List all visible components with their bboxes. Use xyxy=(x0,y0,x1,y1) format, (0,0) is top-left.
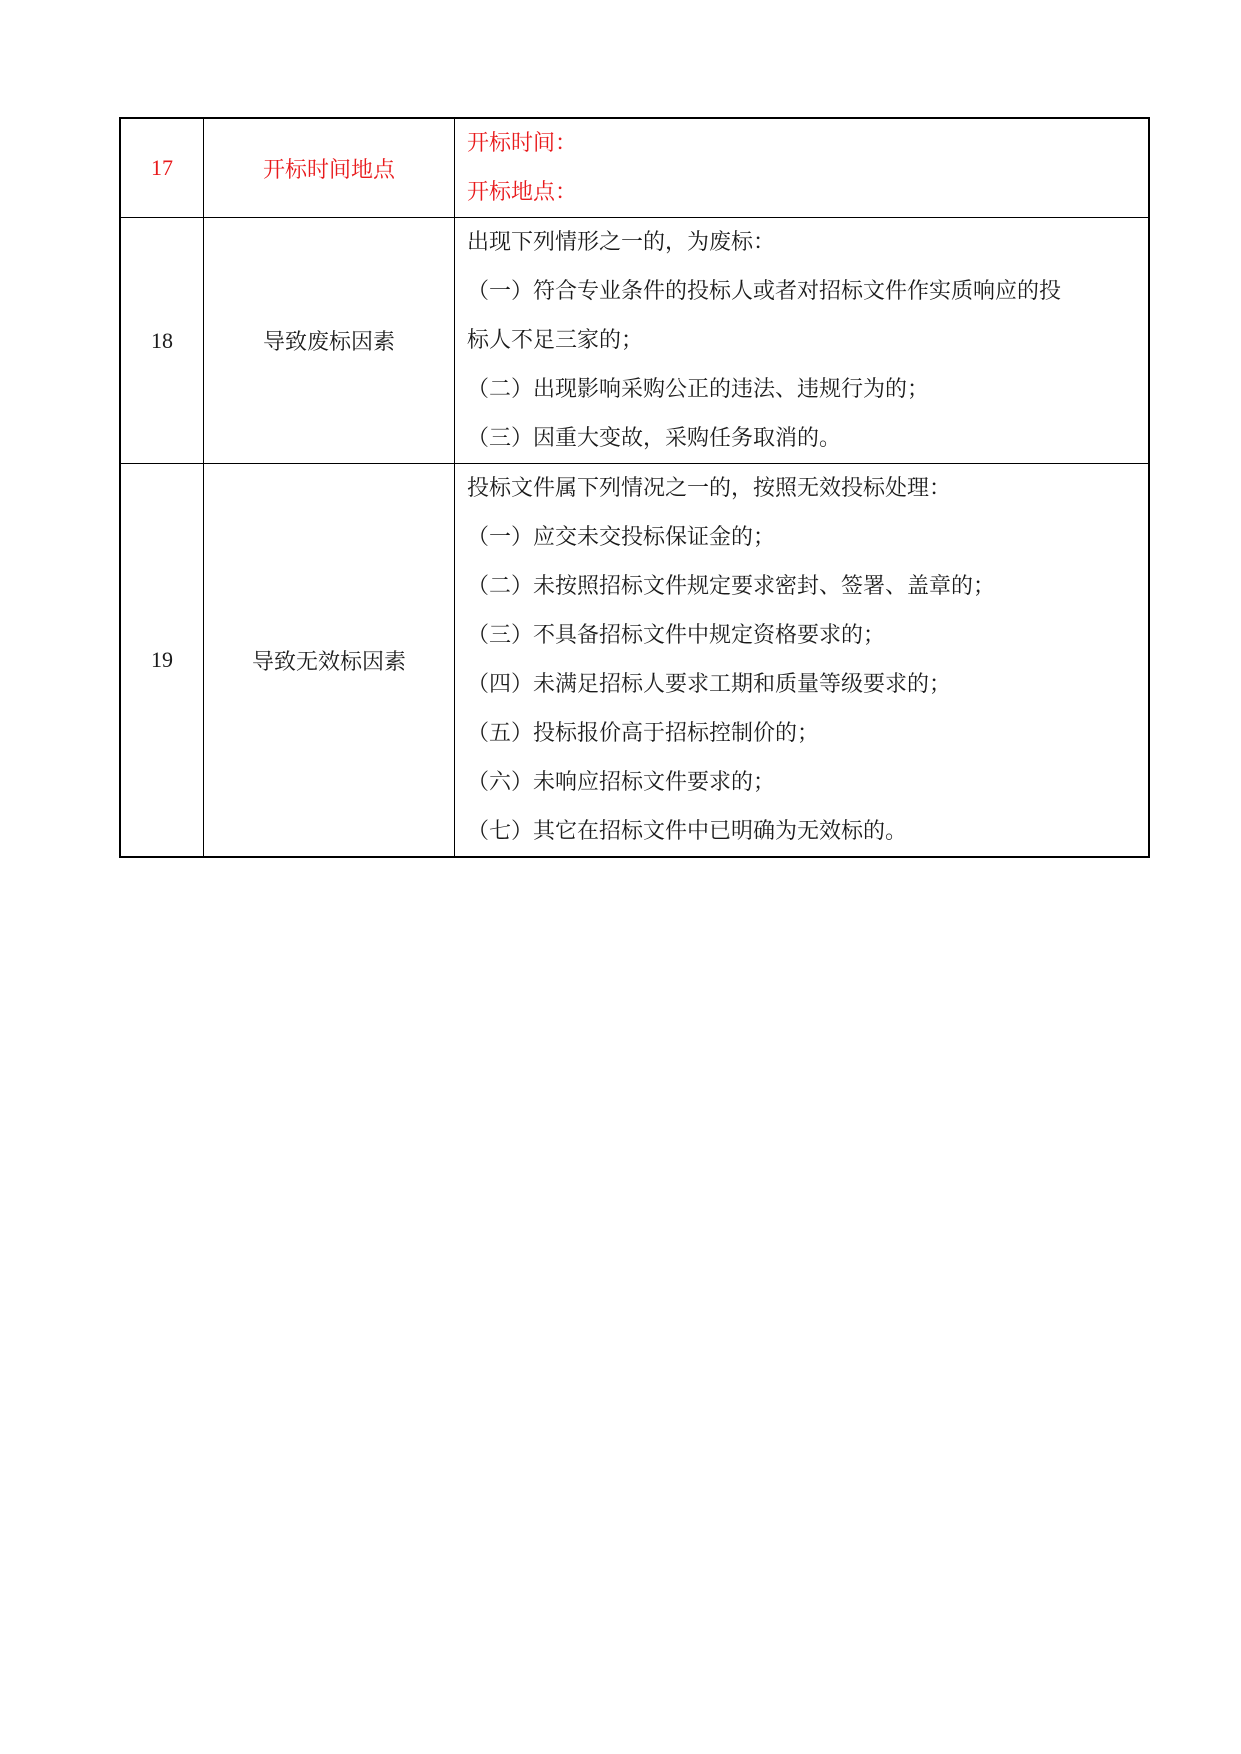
row-number-cell xyxy=(120,218,204,464)
content-line: 投标文件属下列情况之一的，按照无效投标处理： xyxy=(467,476,952,501)
content-line: （五）投标报价高于招标控制价的； xyxy=(467,721,820,746)
content-line: （二）出现影响采购公正的违法、违规行为的； xyxy=(467,377,930,402)
content-line: 开标时间： xyxy=(467,131,578,156)
content-line: （四）未满足招标人要求工期和质量等级要求的； xyxy=(467,672,952,697)
table-row xyxy=(120,464,1149,858)
table-row xyxy=(120,118,1149,218)
row-name: 导致无效标因素 xyxy=(251,649,406,675)
row-name-cell xyxy=(204,118,455,218)
row-content-cell xyxy=(455,218,1150,464)
row-number-cell xyxy=(120,118,204,218)
content-line: 出现下列情形之一的，为废标： xyxy=(467,230,776,255)
content-line: 标人不足三家的； xyxy=(467,328,644,353)
row-name-cell xyxy=(204,464,455,858)
row-content-cell xyxy=(455,464,1150,858)
content-line: （七）其它在招标文件中已明确为无效标的。 xyxy=(467,819,908,844)
bid-terms-table xyxy=(119,117,1150,858)
row-number: 18 xyxy=(151,327,173,353)
content-line: 开标地点： xyxy=(467,180,578,205)
content-line: （六）未响应招标文件要求的； xyxy=(467,770,776,795)
content-line: （三）因重大变故，采购任务取消的。 xyxy=(467,426,842,451)
content-line: （一）符合专业条件的投标人或者对招标文件作实质响应的投 xyxy=(467,279,1062,304)
row-number: 17 xyxy=(151,155,173,180)
row-name: 开标时间地点 xyxy=(262,157,395,183)
row-number: 19 xyxy=(151,647,173,672)
content-line: （一）应交未交投标保证金的； xyxy=(467,525,776,550)
table-row xyxy=(120,218,1149,464)
content-line: （三）不具备招标文件中规定资格要求的； xyxy=(467,623,886,648)
row-number-cell xyxy=(120,464,204,858)
row-content-cell xyxy=(455,118,1150,218)
content-line: （二）未按照招标文件规定要求密封、签署、盖章的； xyxy=(467,574,996,599)
row-name: 导致废标因素 xyxy=(262,330,395,355)
row-name-cell xyxy=(204,218,455,464)
